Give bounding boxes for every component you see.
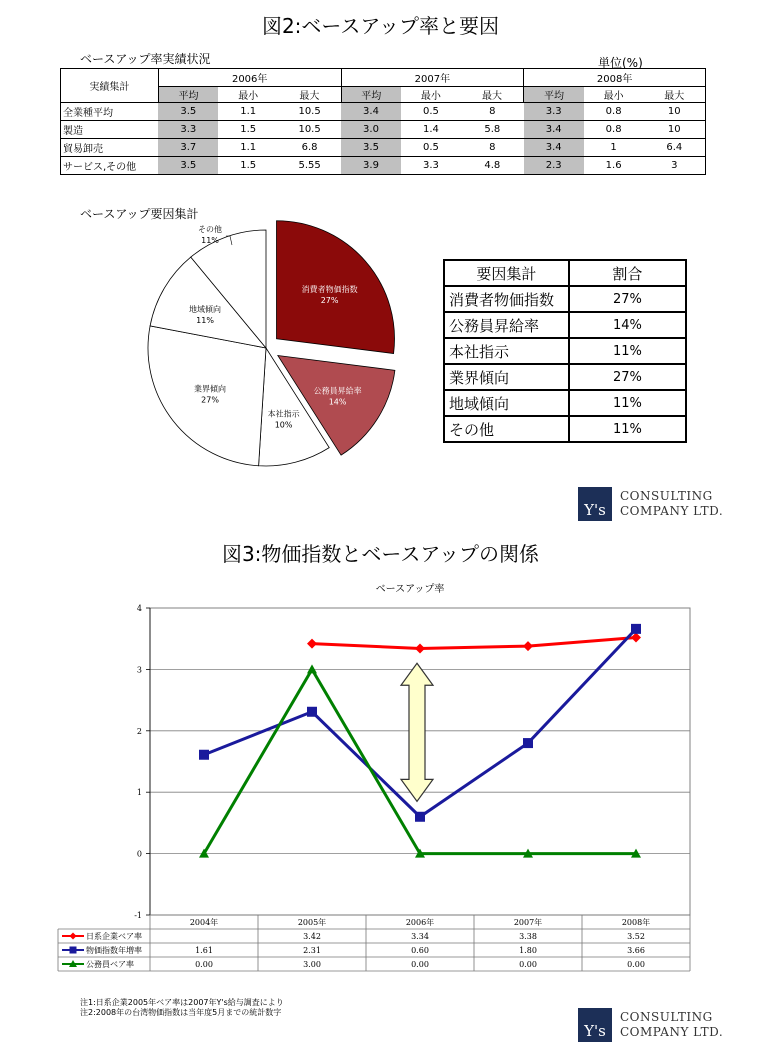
- data-point: [307, 707, 317, 717]
- chart-title: ベースアップ率: [375, 584, 445, 595]
- note-2: 注2:2008年の台湾物価指数は当年度5月までの統計数字: [80, 1008, 282, 1017]
- table-cell: 8: [461, 139, 524, 157]
- y-tick-label: 3: [136, 665, 142, 675]
- table-cell: 6.4: [644, 139, 706, 157]
- table-cell: 8: [461, 103, 524, 121]
- table-cell: 10.5: [278, 121, 341, 139]
- row-label: 全業種平均: [61, 103, 159, 121]
- factor-label: その他: [444, 416, 569, 442]
- subhead-cell: 最大: [644, 87, 706, 103]
- fig3-notes: [80, 998, 284, 1018]
- pie-label: 地域傾向: [189, 304, 222, 314]
- legend-label: 物価指数年増率: [86, 946, 142, 955]
- factor-value: 27%: [569, 286, 686, 312]
- table-cell: 5.8: [461, 121, 524, 139]
- table-value: 1.61: [195, 946, 213, 955]
- x-tick-label: 2005年: [297, 918, 327, 927]
- table-cell: 3.3: [401, 157, 461, 175]
- subhead-cell: 最小: [218, 87, 278, 103]
- subhead-cell: 最大: [278, 87, 341, 103]
- subhead-cell: 最大: [461, 87, 524, 103]
- year-header: 2007年: [341, 69, 524, 87]
- table-cell: 6.8: [278, 139, 341, 157]
- logo-line1: CONSULTING: [620, 1010, 713, 1024]
- factor-pie-chart: [130, 218, 420, 488]
- data-point: [199, 750, 209, 760]
- table-cell: 3.0: [341, 121, 401, 139]
- table-value: 3.52: [627, 932, 645, 941]
- table-value: 3.00: [303, 960, 321, 969]
- table-cell: 0.8: [584, 121, 644, 139]
- table-cell: 3.4: [524, 139, 584, 157]
- table-cell: 4.8: [461, 157, 524, 175]
- x-tick-label: 2007年: [513, 918, 543, 927]
- table-caption: ベースアップ率実績状況: [80, 52, 211, 66]
- ratio-header: 割合: [569, 260, 686, 286]
- table-cell: 3.3: [158, 121, 218, 139]
- data-point: [523, 738, 533, 748]
- factor-value: 14%: [569, 312, 686, 338]
- factor-caption: ベースアップ要因集計: [80, 207, 199, 221]
- legend-marker: [70, 947, 77, 954]
- y-tick-label: 0: [136, 849, 142, 859]
- year-header: 2006年: [158, 69, 341, 87]
- table-cell: 10: [644, 121, 706, 139]
- pie-value-label: 14%: [328, 397, 347, 407]
- table-cell: 1.1: [218, 103, 278, 121]
- subhead-cell: 平均: [341, 87, 401, 103]
- factor-value: 27%: [569, 364, 686, 390]
- company-logo: [578, 487, 723, 521]
- table-value: 0.00: [519, 960, 537, 969]
- table-cell: 0.5: [401, 139, 461, 157]
- row-label: 貿易卸売: [61, 139, 159, 157]
- factor-table: [443, 259, 687, 443]
- factor-header: 要因集計: [444, 260, 569, 286]
- legend-label: 日系企業ベア率: [86, 932, 142, 941]
- pie-label: 業界傾向: [194, 384, 227, 394]
- table-cell: 3.7: [158, 139, 218, 157]
- pie-value-label: 11%: [201, 236, 219, 245]
- y-tick-label: 4: [136, 604, 142, 613]
- table-cell: 2.3: [524, 157, 584, 175]
- pie-label: その他: [198, 225, 222, 234]
- factor-label: 公務員昇給率: [444, 312, 569, 338]
- pie-value-label: 27%: [201, 395, 219, 405]
- x-tick-label: 2006年: [405, 918, 435, 927]
- data-point: [415, 812, 425, 822]
- subhead-cell: 平均: [158, 87, 218, 103]
- table-value: 3.66: [627, 946, 645, 955]
- unit-label: 単位(%): [598, 56, 643, 70]
- subhead-cell: 平均: [524, 87, 584, 103]
- table-cell: 1.1: [218, 139, 278, 157]
- factor-label: 消費者物価指数: [444, 286, 569, 312]
- baseup-table: [60, 68, 706, 175]
- fig3-title: 図3:物価指数とベースアップの関係: [221, 542, 540, 566]
- note-1: 注1:日系企業2005年ベア率は2007年Y's給与調査により: [80, 998, 284, 1007]
- table-cell: 3.4: [524, 121, 584, 139]
- logo-line2: COMPANY LTD.: [620, 1025, 724, 1039]
- table-row: [61, 139, 706, 157]
- logo-mark: Y's: [578, 1008, 612, 1042]
- legend-marker: [70, 933, 77, 940]
- y-tick-label: 1: [136, 788, 142, 798]
- table-cell: 3.3: [524, 103, 584, 121]
- pie-label: 公務員昇給率: [313, 386, 362, 396]
- factor-label: 業界傾向: [444, 364, 569, 390]
- factor-row: [444, 364, 686, 390]
- table-row: [61, 157, 706, 175]
- pie-label: 消費者物価指数: [301, 284, 358, 294]
- table-value: 0.00: [411, 960, 429, 969]
- table-cell: 3: [644, 157, 706, 175]
- table-value: 3.34: [411, 932, 429, 941]
- table-cell: 3.9: [341, 157, 401, 175]
- factor-row: [444, 286, 686, 312]
- factor-row: [444, 390, 686, 416]
- table-cell: 10: [644, 103, 706, 121]
- x-tick-label: 2008年: [621, 918, 651, 927]
- table-cell: 3.5: [158, 103, 218, 121]
- table-value: 0.00: [195, 960, 213, 969]
- table-value: 1.80: [519, 946, 537, 955]
- company-logo: [578, 1008, 723, 1042]
- factor-value: 11%: [569, 338, 686, 364]
- logo-line1: CONSULTING: [620, 489, 713, 503]
- table-value: 2.31: [303, 946, 321, 955]
- pie-label: 本社指示: [267, 409, 300, 419]
- table-cell: 0.5: [401, 103, 461, 121]
- table-value: 0.00: [627, 960, 645, 969]
- legend-label: 公務員ベア率: [86, 960, 134, 969]
- subhead-cell: 最小: [401, 87, 461, 103]
- table-row: [61, 121, 706, 139]
- data-point: [631, 624, 641, 634]
- y-tick-label: -1: [134, 911, 142, 920]
- factor-label: 地域傾向: [444, 390, 569, 416]
- year-header: 2008年: [524, 69, 706, 87]
- logo-mark: Y's: [578, 487, 612, 521]
- table-cell: 10.5: [278, 103, 341, 121]
- factor-row: [444, 312, 686, 338]
- row-label: 製造: [61, 121, 159, 139]
- factor-label: 本社指示: [444, 338, 569, 364]
- table-cell: 3.4: [341, 103, 401, 121]
- fig2-title: 図2:ベースアップ率と要因: [261, 14, 500, 38]
- pie-value-label: 27%: [320, 295, 339, 305]
- table-cell: 1.4: [401, 121, 461, 139]
- table-cell: 0.8: [584, 103, 644, 121]
- y-tick-label: 2: [136, 726, 142, 736]
- subhead-cell: 最小: [584, 87, 644, 103]
- pie-value-label: 10%: [274, 420, 293, 430]
- logo-line2: COMPANY LTD.: [620, 504, 724, 518]
- table-cell: 1.5: [218, 157, 278, 175]
- factor-value: 11%: [569, 390, 686, 416]
- factor-row: [444, 416, 686, 442]
- table-value: 0.60: [411, 946, 429, 955]
- pie-value-label: 11%: [196, 315, 214, 325]
- table-cell: 1.5: [218, 121, 278, 139]
- table-corner: 実績集計: [61, 69, 159, 103]
- factor-value: 11%: [569, 416, 686, 442]
- table-cell: 1: [584, 139, 644, 157]
- table-cell: 3.5: [341, 139, 401, 157]
- table-value: 3.42: [303, 932, 321, 941]
- factor-row: [444, 338, 686, 364]
- table-row: [61, 103, 706, 121]
- table-cell: 3.5: [158, 157, 218, 175]
- baseup-line-chart: [40, 575, 720, 985]
- x-tick-label: 2004年: [189, 918, 219, 927]
- row-label: サービス,その他: [61, 157, 159, 175]
- table-value: 3.38: [519, 932, 537, 941]
- table-cell: 1.6: [584, 157, 644, 175]
- table-cell: 5.55: [278, 157, 341, 175]
